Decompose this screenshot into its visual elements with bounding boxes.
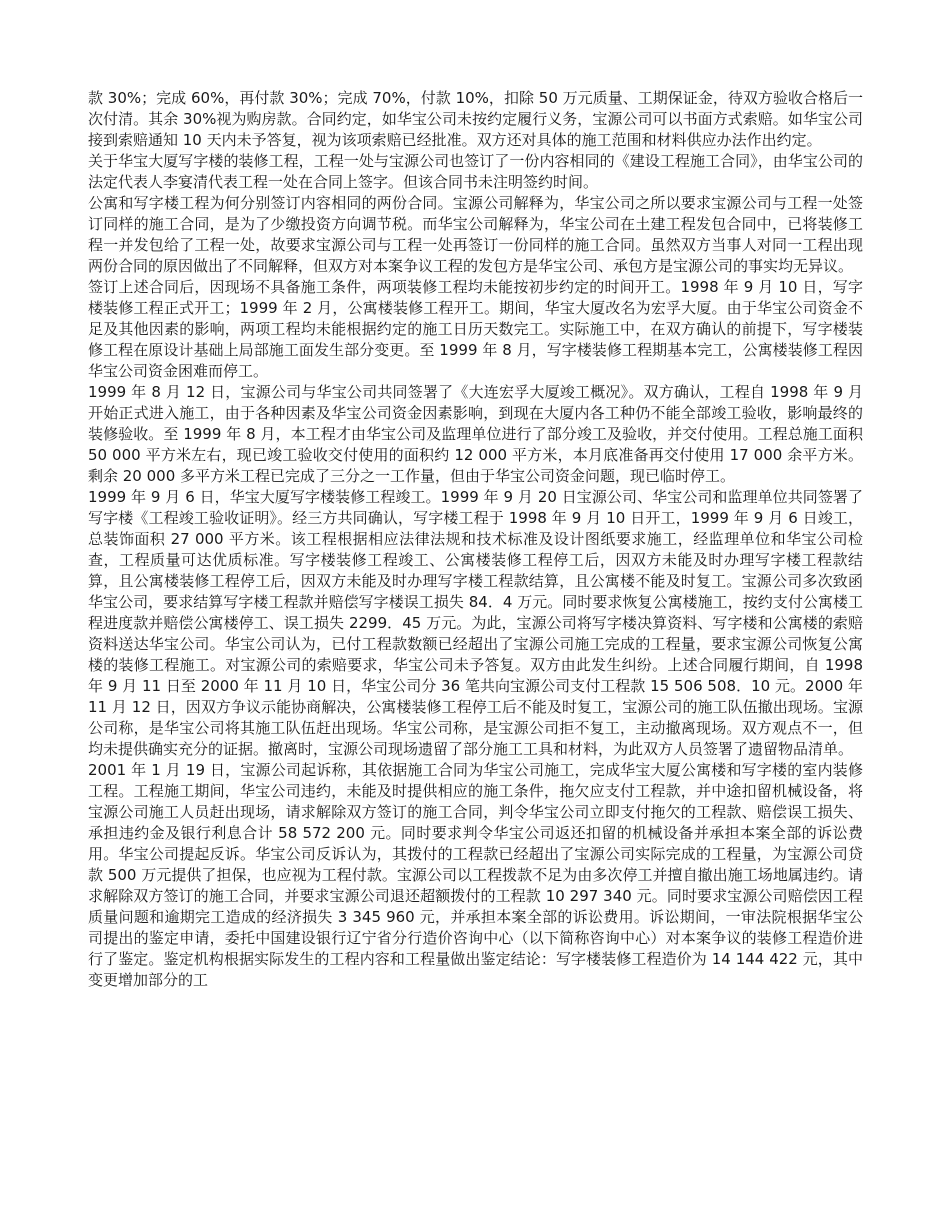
paragraph-completion-overview: 1999 年 8 月 12 日，宝源公司与华宝公司共同签署了《大连宏孚大厦竣工概况》。双方确认，工程自 1998 年 9 月开始正式进入施工，由于各种因素及华宝公司资金因素影响，到现在大厦内各工种仍不能全部竣工验收，影响最终的装修验收。至 1999 年 8 月，本工程才由华宝公司及监理单位进行了部分竣工及验收，并交付使用。工程总施工面积 50 000 平方米左右，现已竣工验收交付使用的面积约 12 000 平方米，本月底准备再交付使用 17 000 余平方米。剩余 20 000 多平方米工程已完成了三分之一工作量，但由于华宝公司资金问题，现已临时停工。 bbox=[88, 383, 863, 485]
paragraph-two-contracts-explanation: 公寓和写字楼工程为何分别签订内容相同的两份合同。宝源公司解释为，华宝公司之所以要求宝源公司与工程一处签订同样的施工合同，是为了少缴投资方向调节税。而华宝公司解释为，华宝公司在土建工程发包合同中，已将装修工程一并发包给了工程一处，故要求宝源公司与工程一处再签订一份同样的施工合同。虽然双方当事人对同一工程出现两份合同的原因做出了不同解释，但双方对本案争议工程的发包方是华宝公司、承包方是宝源公司的事实均无异议。 bbox=[88, 194, 863, 275]
document-page bbox=[88, 88, 863, 991]
paragraph-contract-payment-terms: 款 30%；完成 60%，再付款 30%；完成 70%，付款 10%，扣除 50 万元质量、工期保证金，待双方验收合格后一次付清。其余 30%视为购房款。合同约定，如华宝公司未按约定履行义务，宝源公司可以书面方式索赔。如华宝公司接到索赔通知 10 天内未予答复，视为该项索赔已经批准。双方还对具体的施工范围和材料供应办法作出约定。 bbox=[88, 89, 863, 149]
paragraph-construction-start: 签订上述合同后，因现场不具备施工条件，两项装修工程均未能按初步约定的时间开工。1998 年 9 月 10 日，写字楼装修工程正式开工；1999 年 2 月，公寓楼装修工程开工。期间，华宝大厦改名为宏孚大厦。由于华宝公司资金不足及其他因素的影响，两项工程均未能根据约定的施工日历天数完工。实际施工中，在双方确认的前提下，写字楼装修工程在原设计基础上局部施工面发生部分变更。至 1999 年 8 月，写字楼装修工程期基本完工，公寓楼装修工程因华宝公司资金困难而停工。 bbox=[88, 278, 863, 380]
paragraph-lawsuit-and-appraisal: 2001 年 1 月 19 日，宝源公司起诉称，其依据施工合同为华宝公司施工，完成华宝大厦公寓楼和写字楼的室内装修工程。工程施工期间，华宝公司违约，未能及时提供相应的施工条件，拖欠应支付工程款，并中途扣留机械设备，将宝源公司施工人员赶出现场，请求解除双方签订的施工合同，判令华宝公司立即支付拖欠的工程款、赔偿误工损失、承担违约金及银行利息合计 58 572 200 元。同时要求判令华宝公司返还扣留的机械设备并承担本案全部的诉讼费用。华宝公司提起反诉。华宝公司反诉认为，其拨付的工程款已经超出了宝源公司实际完成的工程量，为宝源公司贷款 500 万元提供了担保，也应视为工程付款。宝源公司以工程拨款不足为由多次停工并擅自撤出施工场地属违约。请求解除双方签订的施工合同，并要求宝源公司退还超额拨付的工程款 10 297 340 元。同时要求宝源公司赔偿因工程质量问题和逾期完工造成的经济损失 3 345 960 元，并承担本案全部的诉讼费用。诉讼期间，一审法院根据华宝公司提出的鉴定申请，委托中国建设银行辽宁省分行造价咨询中心（以下简称咨询中心）对本案争议的装修工程造价进行了鉴定。鉴定机构根据实际发生的工程内容和工程量做出鉴定结论：写字楼装修工程造价为 14 144 422 元，其中变更增加部分的工 bbox=[88, 761, 863, 989]
paragraph-office-building-contract: 关于华宝大厦写字楼的装修工程，工程一处与宝源公司也签订了一份内容相同的《建设工程施工合同》，由华宝公司的法定代表人李宴清代表工程一处在合同上签字。但该合同书未注明签约时间。 bbox=[88, 152, 863, 191]
paragraph-acceptance-and-dispute: 1999 年 9 月 6 日，华宝大厦写字楼装修工程竣工。1999 年 9 月 20 日宝源公司、华宝公司和监理单位共同签署了写字楼《工程竣工验收证明》。经三方共同确认，写字楼工程于 1998 年 9 月 10 日开工，1999 年 9 月 6 日竣工，总装饰面积 27 000 平方米。该工程根据相应法律法规和技术标准及设计图纸要求施工，经监理单位和华宝公司检查，工程质量可达优质标准。写字楼装修工程竣工、公寓楼装修工程停工后，因双方未能及时办理写字楼工程款结算，且公寓楼装修工程停工后，因双方未能及时办理写字楼工程款结算，且公寓楼不能及时复工。宝源公司多次致函华宝公司，要求结算写字楼工程款并赔偿写字楼误工损失 84．4 万元。同时要求恢复公寓楼施工，按约支付公寓楼工程进度款并赔偿公寓楼停工、误工损失 2299．45 万元。为此，宝源公司将写字楼决算资料、写字楼和公寓楼的索赔资料送达华宝公司。华宝公司认为，已付工程款数额已经超出了宝源公司施工完成的工程量，要求宝源公司恢复公寓楼的装修工程施工。对宝源公司的索赔要求，华宝公司未予答复。双方由此发生纠纷。上述合同履行期间，自 1998 年 9 月 11 日至 2000 年 11 月 10 日，华宝公司分 36 笔共向宝源公司支付工程款 15 506 508．10 元。2000 年 11 月 12 日，因双方争议示能协商解决，公寓楼装修工程停工后不能及时复工，宝源公司的施工队伍撤出现场。宝源公司称，是华宝公司将其施工队伍赶出现场。华宝公司称，是宝源公司拒不复工，主动撤离现场。双方观点不一，但均未提供确实充分的证据。撤离时，宝源公司现场遗留了部分施工工具和材料，为此双方人员签署了遗留物品清单。 bbox=[88, 488, 863, 758]
